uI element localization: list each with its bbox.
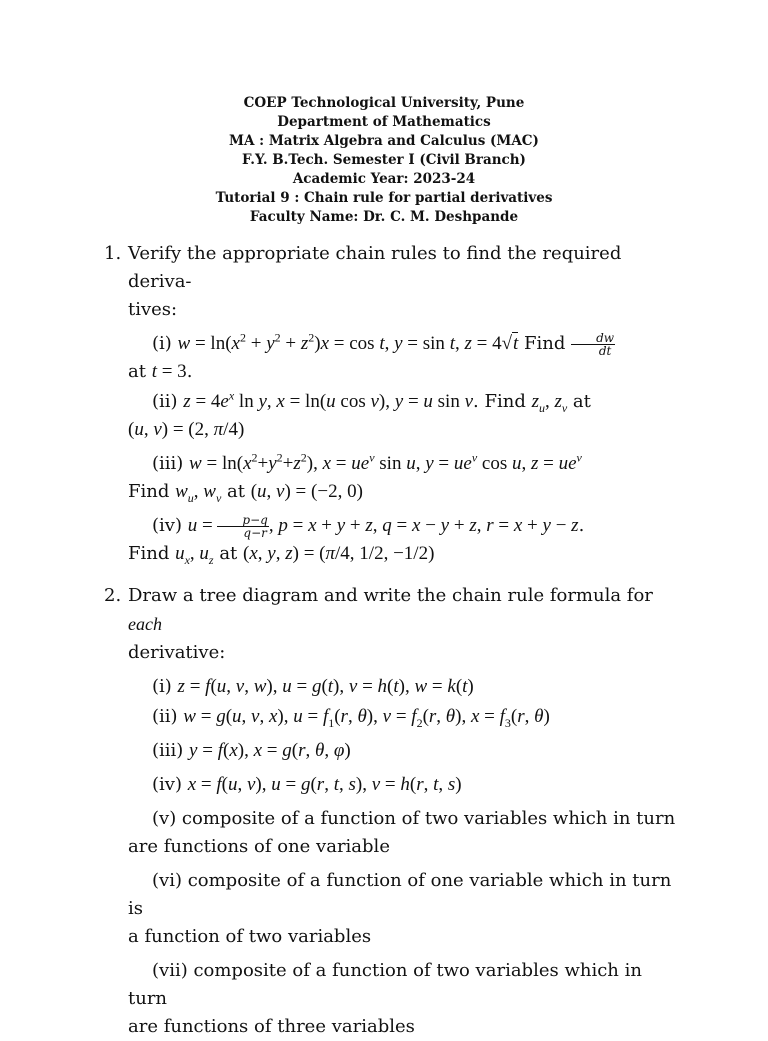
- question-2: [104, 582, 680, 1041]
- question-number: 1.: [104, 243, 122, 264]
- question-2-part-iii: (iii) y = f(x), x = g(r, θ, φ): [152, 740, 351, 761]
- document-header: [0, 94, 768, 227]
- question-list: [104, 240, 680, 1041]
- question-2-stem: Draw a tree diagram and write the chain rule formula for each derivative:: [128, 585, 653, 663]
- question-2-part-i: (i) z = f(u, v, w), u = g(t), v = h(t), w = k(t): [152, 676, 474, 697]
- question-2-part-ii: (ii) w = g(u, v, x), $u = f_1(r$, θ), $v = f_2(r$, θ), $x = f_3(r$, θ): [152, 706, 550, 730]
- question-1-part-iii: (iii) $w = \ln(x^2+y^2+z^2)$, $x = ue^v$ sin u, $y = ue^v$ cos u, $z = ue^v$ Find $w_u$, $w_v$ at (u, v) = (−2, 0): [128, 450, 582, 505]
- question-number: 2.: [104, 585, 122, 606]
- question-1-part-iv: (iv) u = $\frac{p-q}{q-r}$ , p = x + y + z, q = x − y + z, r = x + y − z. Find $u_x$, $u_z$ at (x, y, z) = (π/4, 1/2, −1/2): [128, 512, 585, 567]
- question-1-part-i: (i) $w = \ln(x^2 + y^2 + z^2)x = \cos t$, y = sin t, z = 4√t Find $\frac{dw}{dt}$ at t = 3.: [128, 330, 615, 382]
- question-1-part-ii: (ii) $z = 4e^x$ ln y, x = ln(u cos v), y = u sin v. Find $z_u$, $z_v$ at (u, v) = (2, π/4): [128, 388, 591, 440]
- question-1: [104, 240, 680, 568]
- question-2-part-iv: (iv) x = f(u, v), u = g(r, t, s), v = h(r, t, s): [152, 774, 462, 795]
- class-semester: F.Y. B.Tech. Semester I (Civil Branch): [242, 152, 526, 168]
- question-2-part-v: (v) composite of a function of two variables which in turn are functions of one variable: [128, 808, 676, 857]
- faculty-name: Faculty Name: Dr. C. M. Deshpande: [249, 209, 519, 225]
- course-name: MA : Matrix Algebra and Calculus (MAC): [229, 133, 539, 149]
- question-1-stem: Verify the appropriate chain rules to find the required deriva- tives:: [128, 243, 622, 320]
- university-name: COEP Technological University, Pune: [243, 95, 525, 111]
- question-2-part-vii: (vii) composite of a function of two variables which in turn are functions of three variables: [128, 960, 642, 1037]
- academic-year: Academic Year: 2023-24: [292, 171, 476, 187]
- tutorial-title: Tutorial 9 : Chain rule for partial derivatives: [215, 190, 553, 206]
- department-name: Department of Mathematics: [277, 114, 491, 130]
- question-2-part-vi: (vi) composite of a function of one variable which in turn is a function of two variables: [128, 870, 672, 947]
